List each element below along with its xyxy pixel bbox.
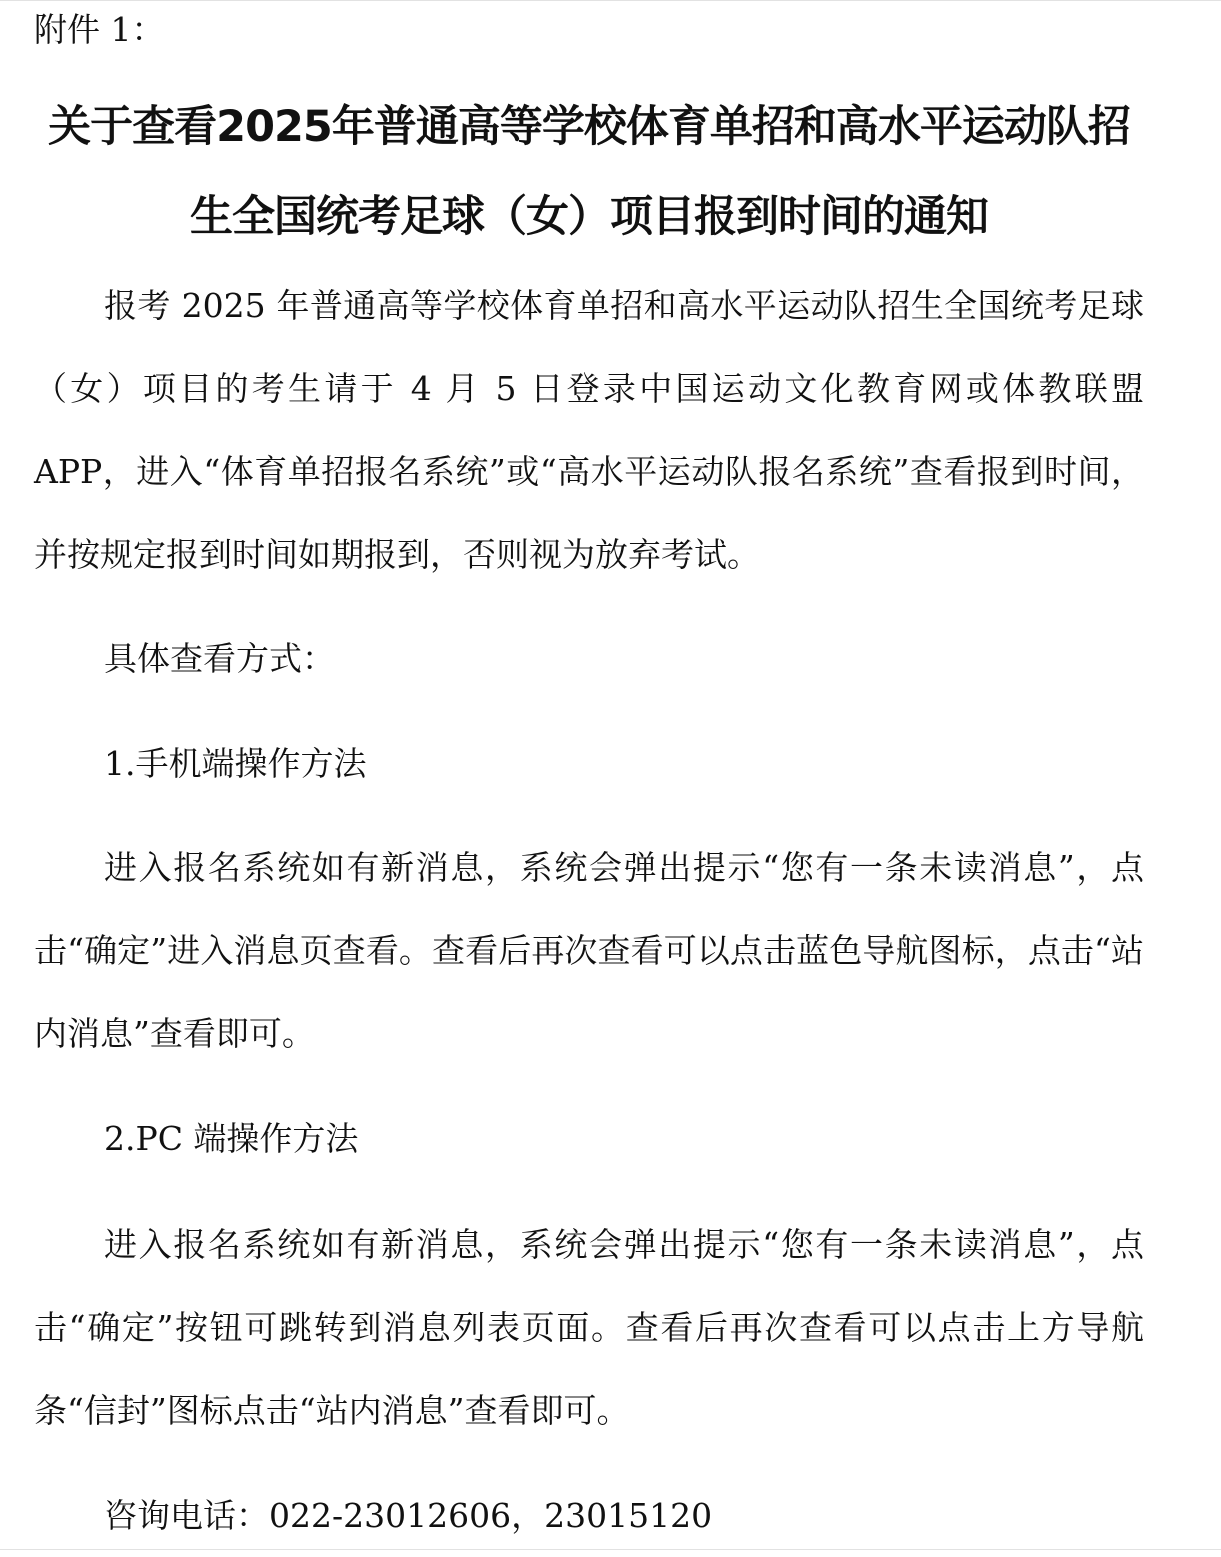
title-line-2: 生全国统考足球（女）项目报到时间的通知 (190, 192, 988, 242)
page-bottom-border (0, 1549, 1221, 1550)
intro-paragraph: 报考 2025 年普通高等学校体育单招和高水平运动队招生全国统考足球（女）项目的考生请于 4 月 5 日登录中国运动文化教育网或体教联盟 APP，进入“体育单招报名系统”或“高水平运动队报名系统”查看报到时间，并按规定报到时间如期报到，否则视为放弃考试。 (34, 286, 1144, 574)
contact-phone: 咨询电话：022-23012606，23015120 (104, 1496, 713, 1535)
title-line-1: 关于查看2025年普通高等学校体育单招和高水平运动队招 (48, 102, 1130, 152)
mobile-method-paragraph: 进入报名系统如有新消息，系统会弹出提示“您有一条未读消息”，点击“确定”进入消息页查看。查看后再次查看可以点击蓝色导航图标，点击“站内消息”查看即可。 (34, 848, 1144, 1053)
pc-method-paragraph: 进入报名系统如有新消息，系统会弹出提示“您有一条未读消息”，点击“确定”按钮可跳转到消息列表页面。查看后再次查看可以点击上方导航条“信封”图标点击“站内消息”查看即可。 (34, 1225, 1144, 1430)
document-title (34, 82, 1144, 262)
mobile-method-heading: 1.手机端操作方法 (104, 744, 367, 783)
attachment-label: 附件 1： (34, 10, 165, 49)
pc-method-heading: 2.PC 端操作方法 (104, 1119, 359, 1158)
method-heading: 具体查看方式： (104, 639, 335, 678)
page-top-border (0, 0, 1221, 1)
